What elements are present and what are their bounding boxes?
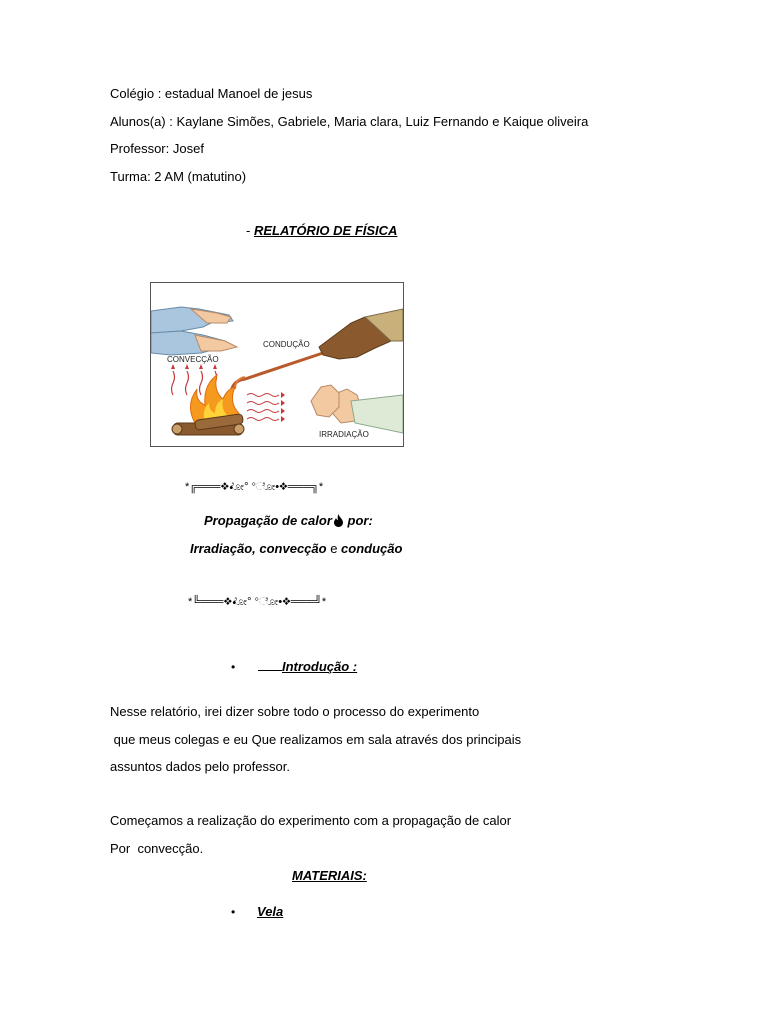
svg-text:IRRADIAÇÃO: IRRADIAÇÃO	[319, 430, 369, 439]
school-line: Colégio : estadual Manoel de jesus	[110, 86, 313, 101]
convection-hand-illustration	[151, 307, 237, 355]
students-line: Alunos(a) : Kaylane Simões, Gabriele, Maria clara, Luiz Fernando e Kaique oliveira	[110, 114, 589, 129]
ornament-bottom: *╚═══❖•ೋ° °ೋ•❖═══╝*	[188, 596, 327, 608]
heat-transfer-figure	[150, 282, 404, 447]
svg-text:CONVECÇÃO: CONVECÇÃO	[167, 355, 219, 364]
intro-paragraph-1-line-2: que meus colegas e eu Que realizamos em sala através dos principais	[110, 732, 522, 747]
flame-icon	[333, 514, 344, 527]
materials-item-vela: Vela	[257, 904, 284, 919]
intro-paragraph-2-line-2: Por convecção.	[110, 841, 204, 856]
subtitle-line-2: Irradiação, convecção e condução	[190, 541, 403, 556]
materials-bullet: •	[231, 905, 236, 919]
class-line: Turma: 2 AM (matutino)	[110, 169, 247, 184]
teacher-line: Professor: Josef	[110, 141, 204, 156]
subtitle-line-1: Propagação de calor por:	[204, 513, 373, 528]
intro-paragraph-1-line-3: assuntos dados pelo professor.	[110, 759, 290, 774]
ornament-top: *╔═══❖•ೋ° °ೋ•❖═══╗*	[185, 481, 324, 493]
title-text: RELATÓRIO DE FÍSICA	[253, 223, 398, 238]
intro-heading: Introdução :	[258, 659, 357, 674]
page-title	[246, 223, 397, 238]
title-dash: -	[246, 223, 254, 238]
intro-bullet: •	[231, 660, 236, 674]
svg-text:CONDUÇÃO: CONDUÇÃO	[263, 340, 310, 349]
intro-paragraph-2-line-1: Começamos a realização do experimento com a propagação de calor	[110, 813, 512, 828]
materials-heading: MATERIAIS:	[292, 868, 367, 883]
intro-paragraph-1-line-1: Nesse relatório, irei dizer sobre todo o processo do experimento	[110, 704, 480, 719]
